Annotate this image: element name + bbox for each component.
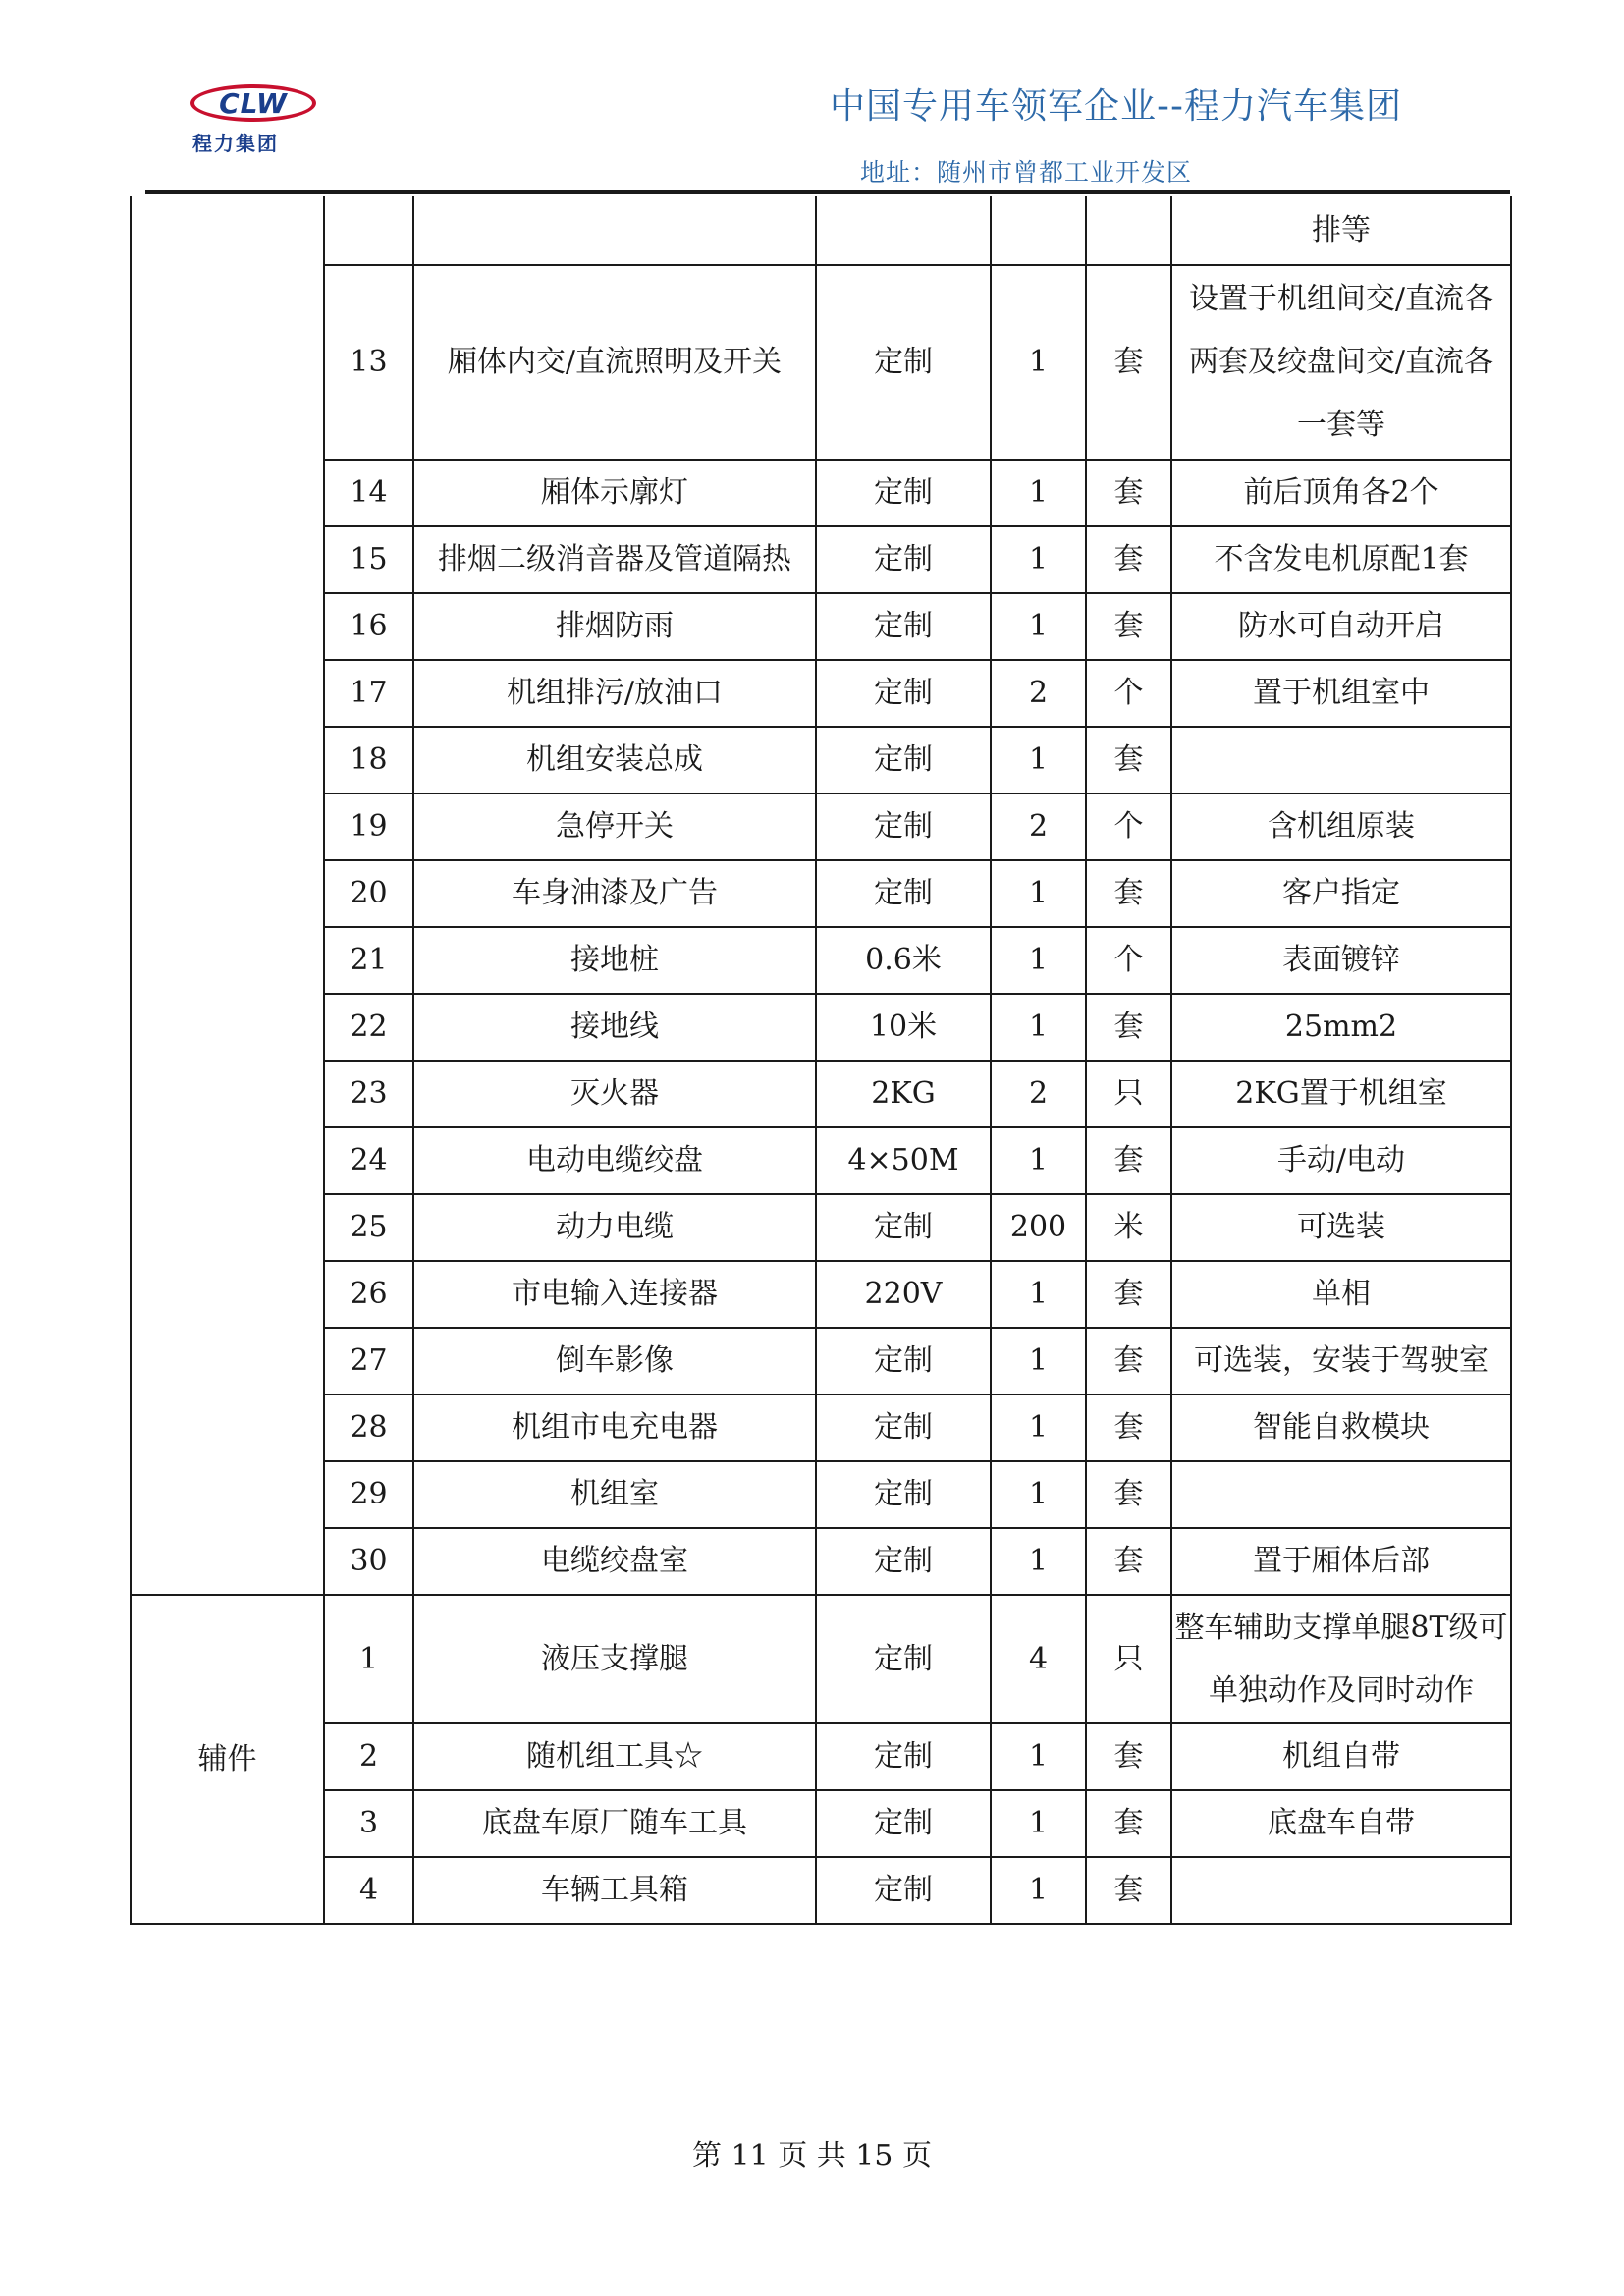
- item-remark: 不含发电机原配1套: [1171, 526, 1511, 593]
- item-remark: [1171, 1857, 1511, 1924]
- table-row: [131, 1723, 1511, 1790]
- item-qty: 1: [991, 526, 1086, 593]
- remark-cell: 排等: [1171, 196, 1511, 265]
- item-unit: 套: [1086, 265, 1171, 460]
- item-spec: 定制: [816, 1857, 991, 1924]
- item-remark: 2KG置于机组室: [1171, 1061, 1511, 1127]
- item-remark: 底盘车自带: [1171, 1790, 1511, 1857]
- item-unit: 套: [1086, 994, 1171, 1061]
- item-remark: 25mm2: [1171, 994, 1511, 1061]
- item-remark: [1171, 727, 1511, 793]
- table-row: [131, 460, 1511, 526]
- item-unit: 个: [1086, 927, 1171, 994]
- table-row: [131, 927, 1511, 994]
- row-number: 19: [324, 793, 413, 860]
- row-number: 1: [324, 1595, 413, 1723]
- item-qty: 1: [991, 1723, 1086, 1790]
- item-remark: 含机组原装: [1171, 793, 1511, 860]
- row-number: 4: [324, 1857, 413, 1924]
- item-unit: 套: [1086, 1723, 1171, 1790]
- item-remark: 客户指定: [1171, 860, 1511, 927]
- table-row: [131, 727, 1511, 793]
- item-spec: 定制: [816, 793, 991, 860]
- item-remark: 整车辅助支撑单腿8T级可单独动作及同时动作: [1171, 1595, 1511, 1723]
- item-spec: 定制: [816, 860, 991, 927]
- header-slogan: 中国专用车领军企业--程力汽车集团: [830, 86, 1402, 127]
- item-spec: 4×50M: [816, 1127, 991, 1194]
- item-qty: 1: [991, 994, 1086, 1061]
- table-row-continued: [131, 196, 1511, 265]
- item-qty: 2: [991, 793, 1086, 860]
- item-qty: 1: [991, 1461, 1086, 1528]
- item-unit: 套: [1086, 1790, 1171, 1857]
- item-name: 市电输入连接器: [413, 1261, 816, 1328]
- item-spec: 定制: [816, 1723, 991, 1790]
- header-address: 地址：随州市曾都工业开发区: [860, 158, 1193, 187]
- table-row: [131, 860, 1511, 927]
- table-row: [131, 1394, 1511, 1461]
- header-divider: [145, 190, 1510, 194]
- item-spec: 定制: [816, 1394, 991, 1461]
- item-qty: 1: [991, 1261, 1086, 1328]
- row-number: 14: [324, 460, 413, 526]
- item-remark: 防水可自动开启: [1171, 593, 1511, 660]
- table-row: [131, 1528, 1511, 1595]
- item-qty: 1: [991, 860, 1086, 927]
- item-spec: 220V: [816, 1261, 991, 1328]
- item-remark: 可选装: [1171, 1194, 1511, 1261]
- item-spec: 2KG: [816, 1061, 991, 1127]
- company-logo: [190, 84, 324, 158]
- table-row: [131, 1127, 1511, 1194]
- row-number: 21: [324, 927, 413, 994]
- item-unit: 套: [1086, 1857, 1171, 1924]
- row-number: 22: [324, 994, 413, 1061]
- item-qty: 2: [991, 1061, 1086, 1127]
- category-cell-empty: [131, 196, 324, 1595]
- item-qty: 2: [991, 660, 1086, 727]
- equipment-spec-table: [130, 196, 1512, 1925]
- item-spec: 定制: [816, 265, 991, 460]
- item-name: 接地桩: [413, 927, 816, 994]
- item-spec: 定制: [816, 660, 991, 727]
- table-row: [131, 1857, 1511, 1924]
- item-remark: 前后顶角各2个: [1171, 460, 1511, 526]
- item-spec: 定制: [816, 727, 991, 793]
- item-spec: 定制: [816, 1528, 991, 1595]
- item-remark: 置于厢体后部: [1171, 1528, 1511, 1595]
- item-remark: 设置于机组间交/直流各两套及绞盘间交/直流各一套等: [1171, 265, 1511, 460]
- item-unit: 套: [1086, 727, 1171, 793]
- row-number: 15: [324, 526, 413, 593]
- item-name: 机组市电充电器: [413, 1394, 816, 1461]
- item-remark: 智能自救模块: [1171, 1394, 1511, 1461]
- item-unit: 套: [1086, 1394, 1171, 1461]
- row-number: 13: [324, 265, 413, 460]
- item-qty: 1: [991, 1127, 1086, 1194]
- item-unit: 套: [1086, 1461, 1171, 1528]
- row-number: 29: [324, 1461, 413, 1528]
- item-name: 灭火器: [413, 1061, 816, 1127]
- item-name: 液压支撑腿: [413, 1595, 816, 1723]
- item-name: 接地线: [413, 994, 816, 1061]
- row-number: 2: [324, 1723, 413, 1790]
- table-row: [131, 1328, 1511, 1394]
- item-unit: 米: [1086, 1194, 1171, 1261]
- row-number: 27: [324, 1328, 413, 1394]
- item-unit: 套: [1086, 1528, 1171, 1595]
- item-remark: 单相: [1171, 1261, 1511, 1328]
- item-spec: 定制: [816, 1328, 991, 1394]
- table-row: [131, 1461, 1511, 1528]
- item-name: 底盘车原厂随车工具: [413, 1790, 816, 1857]
- item-qty: 1: [991, 1790, 1086, 1857]
- item-unit: 个: [1086, 793, 1171, 860]
- row-number: 25: [324, 1194, 413, 1261]
- item-spec: 10米: [816, 994, 991, 1061]
- table-row: [131, 1790, 1511, 1857]
- item-name: 机组安装总成: [413, 727, 816, 793]
- logo-company-name: 程力集团: [192, 132, 279, 155]
- item-name: 机组排污/放油口: [413, 660, 816, 727]
- row-number: 26: [324, 1261, 413, 1328]
- item-name: 电动电缆绞盘: [413, 1127, 816, 1194]
- item-qty: 1: [991, 265, 1086, 460]
- row-number: 16: [324, 593, 413, 660]
- item-remark: 手动/电动: [1171, 1127, 1511, 1194]
- item-remark: 机组自带: [1171, 1723, 1511, 1790]
- table-row: [131, 1194, 1511, 1261]
- table-row: [131, 1061, 1511, 1127]
- item-qty: 200: [991, 1194, 1086, 1261]
- category-cell-accessories: 辅件: [131, 1595, 324, 1924]
- item-unit: 套: [1086, 593, 1171, 660]
- table-row: [131, 660, 1511, 727]
- row-number: 3: [324, 1790, 413, 1857]
- row-number: 28: [324, 1394, 413, 1461]
- table-row: [131, 994, 1511, 1061]
- item-unit: 套: [1086, 526, 1171, 593]
- item-name: 排烟防雨: [413, 593, 816, 660]
- item-spec: 定制: [816, 1194, 991, 1261]
- item-remark: 置于机组室中: [1171, 660, 1511, 727]
- item-name: 随机组工具☆: [413, 1723, 816, 1790]
- item-qty: 1: [991, 1528, 1086, 1595]
- row-number: 23: [324, 1061, 413, 1127]
- item-qty: 1: [991, 1857, 1086, 1924]
- item-qty: 1: [991, 593, 1086, 660]
- table-row: [131, 526, 1511, 593]
- item-name: 急停开关: [413, 793, 816, 860]
- item-unit: 个: [1086, 660, 1171, 727]
- item-unit: 只: [1086, 1061, 1171, 1127]
- item-name: 厢体内交/直流照明及开关: [413, 265, 816, 460]
- table-row: [131, 1595, 1511, 1723]
- row-number: 17: [324, 660, 413, 727]
- item-name: 排烟二级消音器及管道隔热: [413, 526, 816, 593]
- item-spec: 定制: [816, 593, 991, 660]
- item-qty: 4: [991, 1595, 1086, 1723]
- item-spec: 0.6米: [816, 927, 991, 994]
- item-unit: 套: [1086, 1328, 1171, 1394]
- item-name: 车身油漆及广告: [413, 860, 816, 927]
- row-number: 18: [324, 727, 413, 793]
- item-name: 动力电缆: [413, 1194, 816, 1261]
- item-remark: 表面镀锌: [1171, 927, 1511, 994]
- item-spec: 定制: [816, 1790, 991, 1857]
- table-row: [131, 1261, 1511, 1328]
- item-unit: 套: [1086, 1261, 1171, 1328]
- row-number: 30: [324, 1528, 413, 1595]
- table-row: [131, 265, 1511, 460]
- row-number: 20: [324, 860, 413, 927]
- item-spec: 定制: [816, 460, 991, 526]
- item-qty: 1: [991, 727, 1086, 793]
- item-name: 电缆绞盘室: [413, 1528, 816, 1595]
- table-row: [131, 793, 1511, 860]
- table-row: [131, 593, 1511, 660]
- item-spec: 定制: [816, 1461, 991, 1528]
- item-name: 机组室: [413, 1461, 816, 1528]
- logo-letters: CLW: [190, 84, 316, 122]
- row-number: 24: [324, 1127, 413, 1194]
- item-unit: 只: [1086, 1595, 1171, 1723]
- item-spec: 定制: [816, 526, 991, 593]
- item-unit: 套: [1086, 1127, 1171, 1194]
- item-spec: 定制: [816, 1595, 991, 1723]
- item-name: 车辆工具箱: [413, 1857, 816, 1924]
- item-remark: 可选装，安装于驾驶室: [1171, 1328, 1511, 1394]
- page-number: 第 11 页 共 15 页: [691, 2139, 933, 2173]
- item-qty: 1: [991, 460, 1086, 526]
- item-remark: [1171, 1461, 1511, 1528]
- item-qty: 1: [991, 1394, 1086, 1461]
- item-unit: 套: [1086, 860, 1171, 927]
- item-qty: 1: [991, 1328, 1086, 1394]
- item-name: 倒车影像: [413, 1328, 816, 1394]
- item-unit: 套: [1086, 460, 1171, 526]
- item-name: 厢体示廓灯: [413, 460, 816, 526]
- item-qty: 1: [991, 927, 1086, 994]
